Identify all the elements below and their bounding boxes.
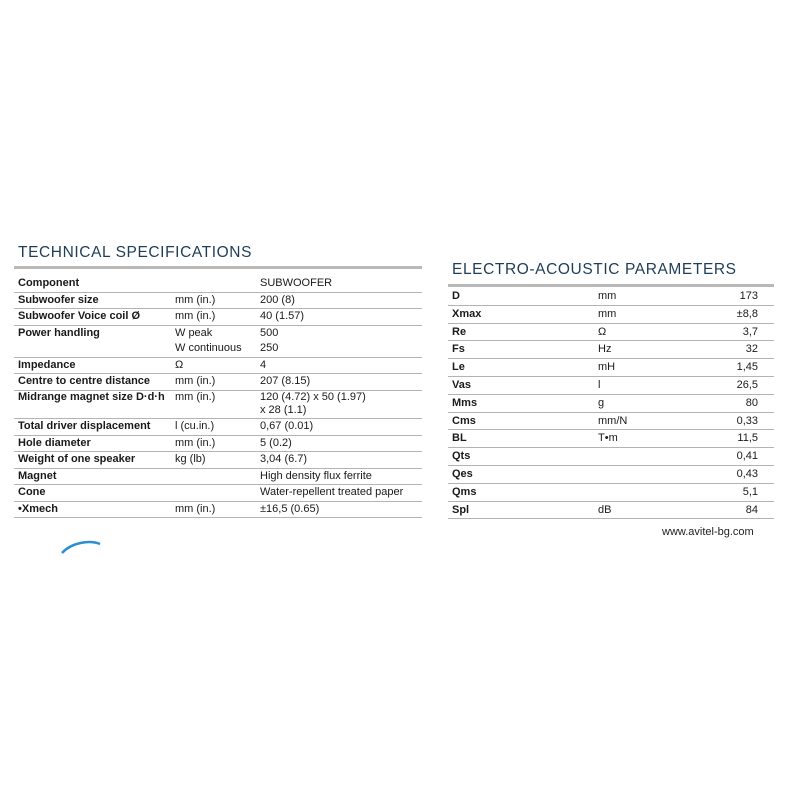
electro-acoustic-parameters-title: ELECTRO-ACOUSTIC PARAMETERS [452,261,737,278]
cell-unit [171,468,256,485]
table-row [14,276,422,292]
cell-label: Total driver displacement [14,419,171,436]
cell-value: 4 [256,357,422,374]
cell-value: SUBWOOFER [256,276,422,292]
cell-value: 84 [732,501,774,519]
table-row [14,419,422,436]
cell-value: 11,5 [732,430,774,448]
cell-unit: W peak [175,326,213,339]
cell-label: Hole diameter [14,435,171,452]
cell-value: ±16,5 (0.65) [256,501,422,518]
cell-unit: Ω [594,323,732,341]
table-row [448,376,774,394]
electro-acoustic-parameters-rule [448,284,774,287]
cell-label: D [448,288,594,305]
cell-unit: l (cu.in.) [171,419,256,436]
cell-label: Spl [448,501,594,519]
table-row [448,501,774,519]
cell-label: Qes [448,465,594,483]
cell-unit: W continuous [171,341,256,357]
cell-unit: mm (in.) [175,390,216,403]
website-url: www.avitel-bg.com [662,526,754,538]
cell-unit: kg (lb) [171,452,256,469]
cell-label: Cone [14,485,171,502]
cell-label: Vas [448,376,594,394]
table-row [14,357,422,374]
cell-label: Le [448,359,594,377]
cell-value: 207 (8.15) [256,374,422,391]
cell-unit: mm (in.) [171,292,256,309]
table-row [448,323,774,341]
cell-label: Midrange magnet size D·d·h [18,390,165,403]
cell-value: 0,67 (0.01) [256,419,422,436]
table-row [448,483,774,501]
cell-value: 0,43 [732,465,774,483]
cell-label [14,341,171,357]
cell-unit: mm (in.) [171,374,256,391]
cell-label: Xmax [448,305,594,323]
cell-value: 0,41 [732,448,774,466]
cell-value: 3,7 [732,323,774,341]
cell-label: Qms [448,483,594,501]
cell-unit [594,465,732,483]
cell-value: 1,45 [732,359,774,377]
cell-unit: mm (in.) [171,501,256,518]
cell-unit [594,483,732,501]
cell-label: Power handling [18,326,100,339]
table-row [448,305,774,323]
cell-unit: l [594,376,732,394]
cell-value: 250 [256,341,422,357]
cell-unit [171,485,256,502]
table-row [14,468,422,485]
table-row [448,288,774,305]
cell-label: Weight of one speaker [14,452,171,469]
cell-unit [594,448,732,466]
table-row [14,325,422,341]
table-row [448,394,774,412]
cell-value: x 28 (1.1) [256,404,422,418]
cell-value: 5,1 [732,483,774,501]
table-row [14,404,422,418]
cell-unit [171,276,256,292]
cell-label: Centre to centre distance [14,374,171,391]
table-row [14,292,422,309]
technical-specifications-table [14,276,422,518]
cell-value: 0,33 [732,412,774,430]
cell-unit [171,404,256,418]
table-row [14,501,422,518]
cell-unit: Ω [171,357,256,374]
cell-unit: mH [594,359,732,377]
table-row [14,435,422,452]
cell-unit: Hz [594,341,732,359]
table-row [14,452,422,469]
cell-value: Water-repellent treated paper [256,485,422,502]
cell-label: Mms [448,394,594,412]
logo-swoosh-icon [60,540,104,554]
table-row [14,390,422,404]
cell-unit: mm (in.) [171,435,256,452]
cell-value: 5 (0.2) [256,435,422,452]
cell-value: 80 [732,394,774,412]
cell-label: Subwoofer Voice coil Ø [14,309,171,326]
cell-value: 32 [732,341,774,359]
cell-value: 3,04 (6.7) [256,452,422,469]
table-row [14,309,422,326]
cell-unit: mm [594,305,732,323]
table-row [448,430,774,448]
table-row [448,341,774,359]
cell-value: 120 (4.72) x 50 (1.97) [260,390,366,403]
technical-specifications-title: TECHNICAL SPECIFICATIONS [18,244,253,261]
table-row [14,374,422,391]
cell-label: Magnet [14,468,171,485]
cell-value: 40 (1.57) [256,309,422,326]
cell-label: Impedance [14,357,171,374]
table-row [448,412,774,430]
cell-label: •Xmech [14,501,171,518]
cell-value: 200 (8) [256,292,422,309]
table-row [448,448,774,466]
cell-value: 173 [732,288,774,305]
cell-value: ±8,8 [732,305,774,323]
cell-unit: g [594,394,732,412]
cell-label: Qts [448,448,594,466]
cell-unit: mm [594,288,732,305]
table-row [14,485,422,502]
table-row [448,465,774,483]
cell-unit: dB [594,501,732,519]
electro-acoustic-parameters-table [448,288,774,519]
cell-label [14,404,171,418]
cell-label: BL [448,430,594,448]
cell-value: 500 [260,326,279,339]
cell-label: Subwoofer size [14,292,171,309]
table-row [448,359,774,377]
cell-label: Component [14,276,171,292]
technical-specifications-rule [14,266,422,269]
cell-unit: T•m [594,430,732,448]
cell-label: Fs [448,341,594,359]
cell-unit: mm/N [594,412,732,430]
cell-label: Re [448,323,594,341]
cell-value: 26,5 [732,376,774,394]
cell-label: Cms [448,412,594,430]
cell-unit: mm (in.) [171,309,256,326]
table-row [14,341,422,357]
cell-value: High density flux ferrite [256,468,422,485]
